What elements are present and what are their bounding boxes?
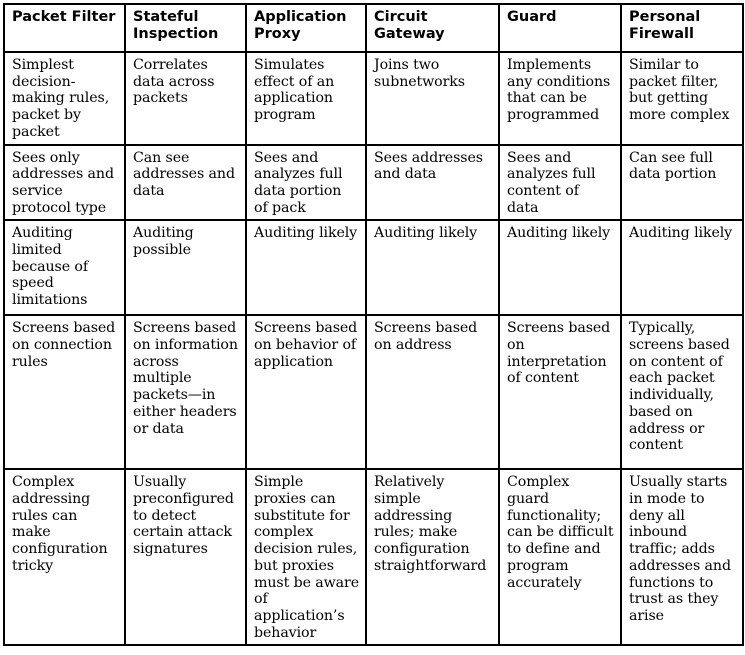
- table-cell: Usually starts in mode to deny all inbound traffic; adds addresses and functions to trust as they arise: [621, 469, 743, 645]
- column-header-application-proxy: Application Proxy: [246, 4, 366, 52]
- table-cell: Screens based on interpretation of content: [499, 315, 621, 469]
- table-cell: Screens based on behavior of application: [246, 315, 366, 469]
- column-header-personal-firewall: Personal Firewall: [621, 4, 743, 52]
- table-cell: Simplest decision-making rules, packet by packet: [4, 52, 125, 145]
- table-cell: Typically, screens based on content of each packet individually, based on address or content: [621, 315, 743, 469]
- table-row: [4, 52, 743, 145]
- header-row: [4, 4, 743, 52]
- table-row: [4, 220, 743, 315]
- table-cell: Sees addresses and data: [366, 145, 499, 221]
- table-cell: Screens based on address: [366, 315, 499, 469]
- table-cell: Can see full data portion: [621, 145, 743, 221]
- table-cell: Sees and analyzes full content of data: [499, 145, 621, 221]
- table-cell: Auditing possible: [125, 220, 246, 315]
- table-cell: Auditing likely: [621, 220, 743, 315]
- table-cell: Screens based on information across multiple packets—in either headers or data: [125, 315, 246, 469]
- table-cell: Screens based on connection rules: [4, 315, 125, 469]
- table-cell: Sees only addresses and service protocol type: [4, 145, 125, 221]
- table-cell: Similar to packet filter, but getting more complex: [621, 52, 743, 145]
- table-row: [4, 469, 743, 645]
- table-cell: Auditing likely: [246, 220, 366, 315]
- table-cell: Usually preconfigured to detect certain attack signatures: [125, 469, 246, 645]
- table-cell: Auditing likely: [366, 220, 499, 315]
- table-cell: Simple proxies can substitute for complex decision rules, but proxies must be aware of application’s behavior: [246, 469, 366, 645]
- column-header-guard: Guard: [499, 4, 621, 52]
- table-cell: Complex guard functionality; can be difficult to define and program accurately: [499, 469, 621, 645]
- firewall-comparison-table: [3, 3, 744, 646]
- table-cell: Sees and analyzes full data portion of pack: [246, 145, 366, 221]
- table-cell: Simulates effect of an application program: [246, 52, 366, 145]
- table-cell: Auditing likely: [499, 220, 621, 315]
- table-cell: Auditing limited because of speed limitations: [4, 220, 125, 315]
- table-cell: Correlates data across packets: [125, 52, 246, 145]
- column-header-packet-filter: Packet Filter: [4, 4, 125, 52]
- table-row: [4, 145, 743, 221]
- table-cell: Complex addressing rules can make configuration tricky: [4, 469, 125, 645]
- column-header-stateful-inspection: Stateful Inspection: [125, 4, 246, 52]
- table-cell: Joins two subnetworks: [366, 52, 499, 145]
- table-row: [4, 315, 743, 469]
- column-header-circuit-gateway: Circuit Gateway: [366, 4, 499, 52]
- table-cell: Relatively simple addressing rules; make configuration straightforward: [366, 469, 499, 645]
- table-cell: Can see addresses and data: [125, 145, 246, 221]
- table-cell: Implements any conditions that can be programmed: [499, 52, 621, 145]
